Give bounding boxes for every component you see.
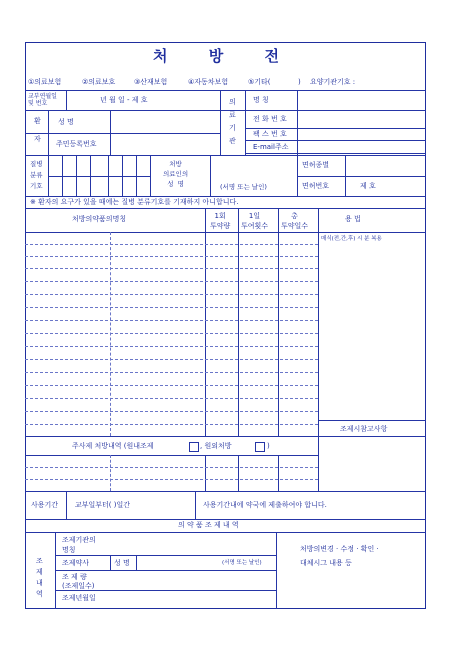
rule — [345, 155, 346, 196]
rx-col-dose: 1회 투약량 — [210, 212, 231, 230]
rule — [25, 110, 426, 111]
patient-rrn-label: 주민등록번호 — [56, 140, 97, 148]
rule — [238, 455, 239, 491]
injection-label: 주사제 처방내역 (원내조제 — [72, 442, 154, 450]
rule — [25, 232, 426, 233]
rule — [245, 153, 426, 154]
rule — [25, 133, 220, 134]
insurance-option-industrial[interactable]: ③산재보험 — [134, 78, 168, 86]
notice-text: ※ 환자의 요구가 있을 때에는 질병 분류기호를 기재하지 아니합니다. — [30, 198, 239, 206]
change-note: 처방의변경 · 수정 · 확인 · 대체시그 내용 등 — [300, 545, 379, 567]
insurance-option-auto[interactable]: ④자동차보험 — [188, 78, 229, 86]
dispense-side-label: 조 제 내 역 — [36, 557, 43, 598]
rule — [25, 491, 426, 492]
rule — [205, 455, 206, 491]
rx-row-line — [25, 372, 318, 373]
rule — [278, 208, 279, 436]
rx-row-line — [25, 320, 318, 321]
rule — [25, 208, 426, 209]
insurance-option-protection[interactable]: ②의료보호 — [82, 78, 116, 86]
injection-close: ) — [267, 442, 270, 450]
doctor-sign-note: (서명 또는 날인) — [220, 183, 267, 191]
institution-code-label: 요양기관기호 : — [310, 78, 356, 86]
patient-label: 환 자 — [34, 117, 41, 143]
rx-col-usage: 용 법 — [345, 215, 361, 223]
license-no-label: 면허번호 — [302, 182, 330, 190]
insurance-option-medical[interactable]: ①의료보험 — [28, 78, 62, 86]
dispense-quantity-label: 조 제 량 (조제일수) — [62, 573, 95, 590]
validity-label: 사용기간 — [31, 501, 59, 509]
rx-row-line — [25, 244, 318, 245]
rx-row-line — [25, 467, 318, 468]
inst-email-label: E-mail주소 — [253, 143, 289, 151]
doctor-name-label: 처방 의료인의 성 명 — [163, 160, 189, 188]
rx-row-line — [25, 268, 318, 269]
rule — [66, 90, 67, 110]
rx-row-line — [25, 385, 318, 386]
dispense-pharmacist-name-label: 성 명 — [114, 559, 130, 567]
issue-label: 교부연월일 및 번호 — [28, 93, 57, 107]
dispense-pharmacist-label: 조제약사 — [62, 559, 90, 567]
rule — [25, 519, 426, 520]
inst-fax-label: 팩 스 번 호 — [253, 130, 287, 138]
injection-outside: , 원외처방 — [200, 442, 232, 450]
rule — [297, 176, 426, 177]
rule — [110, 110, 111, 155]
disease-code-label: 질병 분류 기호 — [30, 160, 43, 190]
dispense-institution-label: 조제기관의 명칭 — [62, 536, 96, 554]
rx-row-line — [25, 333, 318, 334]
rule — [195, 491, 196, 519]
validity-value[interactable]: 교부일부터( )일간 — [75, 501, 131, 509]
rx-col-line — [110, 232, 111, 436]
rule — [25, 90, 426, 91]
rx-col-name: 처방의약품의명칭 — [72, 215, 127, 223]
license-type-label: 면허종별 — [302, 161, 330, 169]
rule — [278, 455, 279, 491]
rule — [48, 110, 49, 155]
rule — [276, 532, 277, 609]
outside-checkbox[interactable] — [255, 442, 265, 452]
issue-value[interactable]: 년 월 일 - 제 호 — [100, 96, 148, 104]
institution-label: 의 료 기 관 — [229, 98, 236, 145]
rule — [25, 532, 426, 533]
rule — [48, 176, 150, 177]
rx-row-line — [25, 411, 318, 412]
rule — [150, 155, 151, 196]
insurance-option-other-close: ) — [298, 78, 301, 86]
rule — [220, 90, 221, 155]
rule — [25, 196, 426, 197]
inst-name-label: 명 칭 — [253, 96, 269, 104]
rx-col-days: 총 투약일수 — [281, 212, 309, 230]
rx-row-line — [25, 398, 318, 399]
validity-note: 사용기간내에 약국에 제출하여야 합니다. — [203, 501, 327, 509]
pharmacist-note-label: 조제시참고사항 — [340, 425, 388, 433]
rule — [245, 140, 426, 141]
rule — [136, 555, 137, 570]
rule — [66, 491, 67, 519]
insurance-option-other[interactable]: ⑤기타( — [248, 78, 271, 86]
rx-row-line — [25, 281, 318, 282]
patient-name-label: 성 명 — [58, 118, 74, 126]
rule — [245, 90, 246, 155]
usage-note: 매식(전,간,후) 시 분 복용 — [321, 236, 382, 242]
form-title: 처 방 전 — [153, 47, 297, 65]
inst-phone-label: 전 화 번 호 — [253, 115, 287, 123]
license-no-value[interactable]: 제 호 — [360, 182, 376, 190]
rule — [297, 90, 298, 155]
rule — [318, 420, 426, 421]
rx-row-line — [25, 424, 318, 425]
rule — [25, 155, 426, 156]
rule — [25, 436, 426, 437]
dispense-section-title: 의 약 품 조 제 내 역 — [178, 521, 239, 529]
dispense-date-label: 조제년월일 — [62, 594, 96, 602]
rx-col-times: 1일 투여횟수 — [241, 212, 269, 230]
rx-col-line — [110, 455, 111, 491]
rx-row-line — [25, 359, 318, 360]
rule — [55, 532, 56, 609]
rule — [55, 570, 276, 571]
rule — [245, 128, 426, 129]
rule — [210, 155, 211, 196]
rule — [297, 155, 298, 196]
rx-row-line — [25, 479, 318, 480]
rule — [55, 555, 276, 556]
rx-row-line — [25, 256, 318, 257]
rx-row-line — [25, 346, 318, 347]
rx-row-line — [25, 307, 318, 308]
rule — [318, 208, 319, 491]
rule — [238, 208, 239, 436]
in-house-checkbox[interactable] — [189, 442, 199, 452]
rx-row-line — [25, 294, 318, 295]
rule — [110, 555, 111, 570]
rule — [205, 208, 206, 436]
rule — [25, 455, 318, 456]
dispense-sign-note: (서명 또는 날인) — [222, 560, 262, 566]
